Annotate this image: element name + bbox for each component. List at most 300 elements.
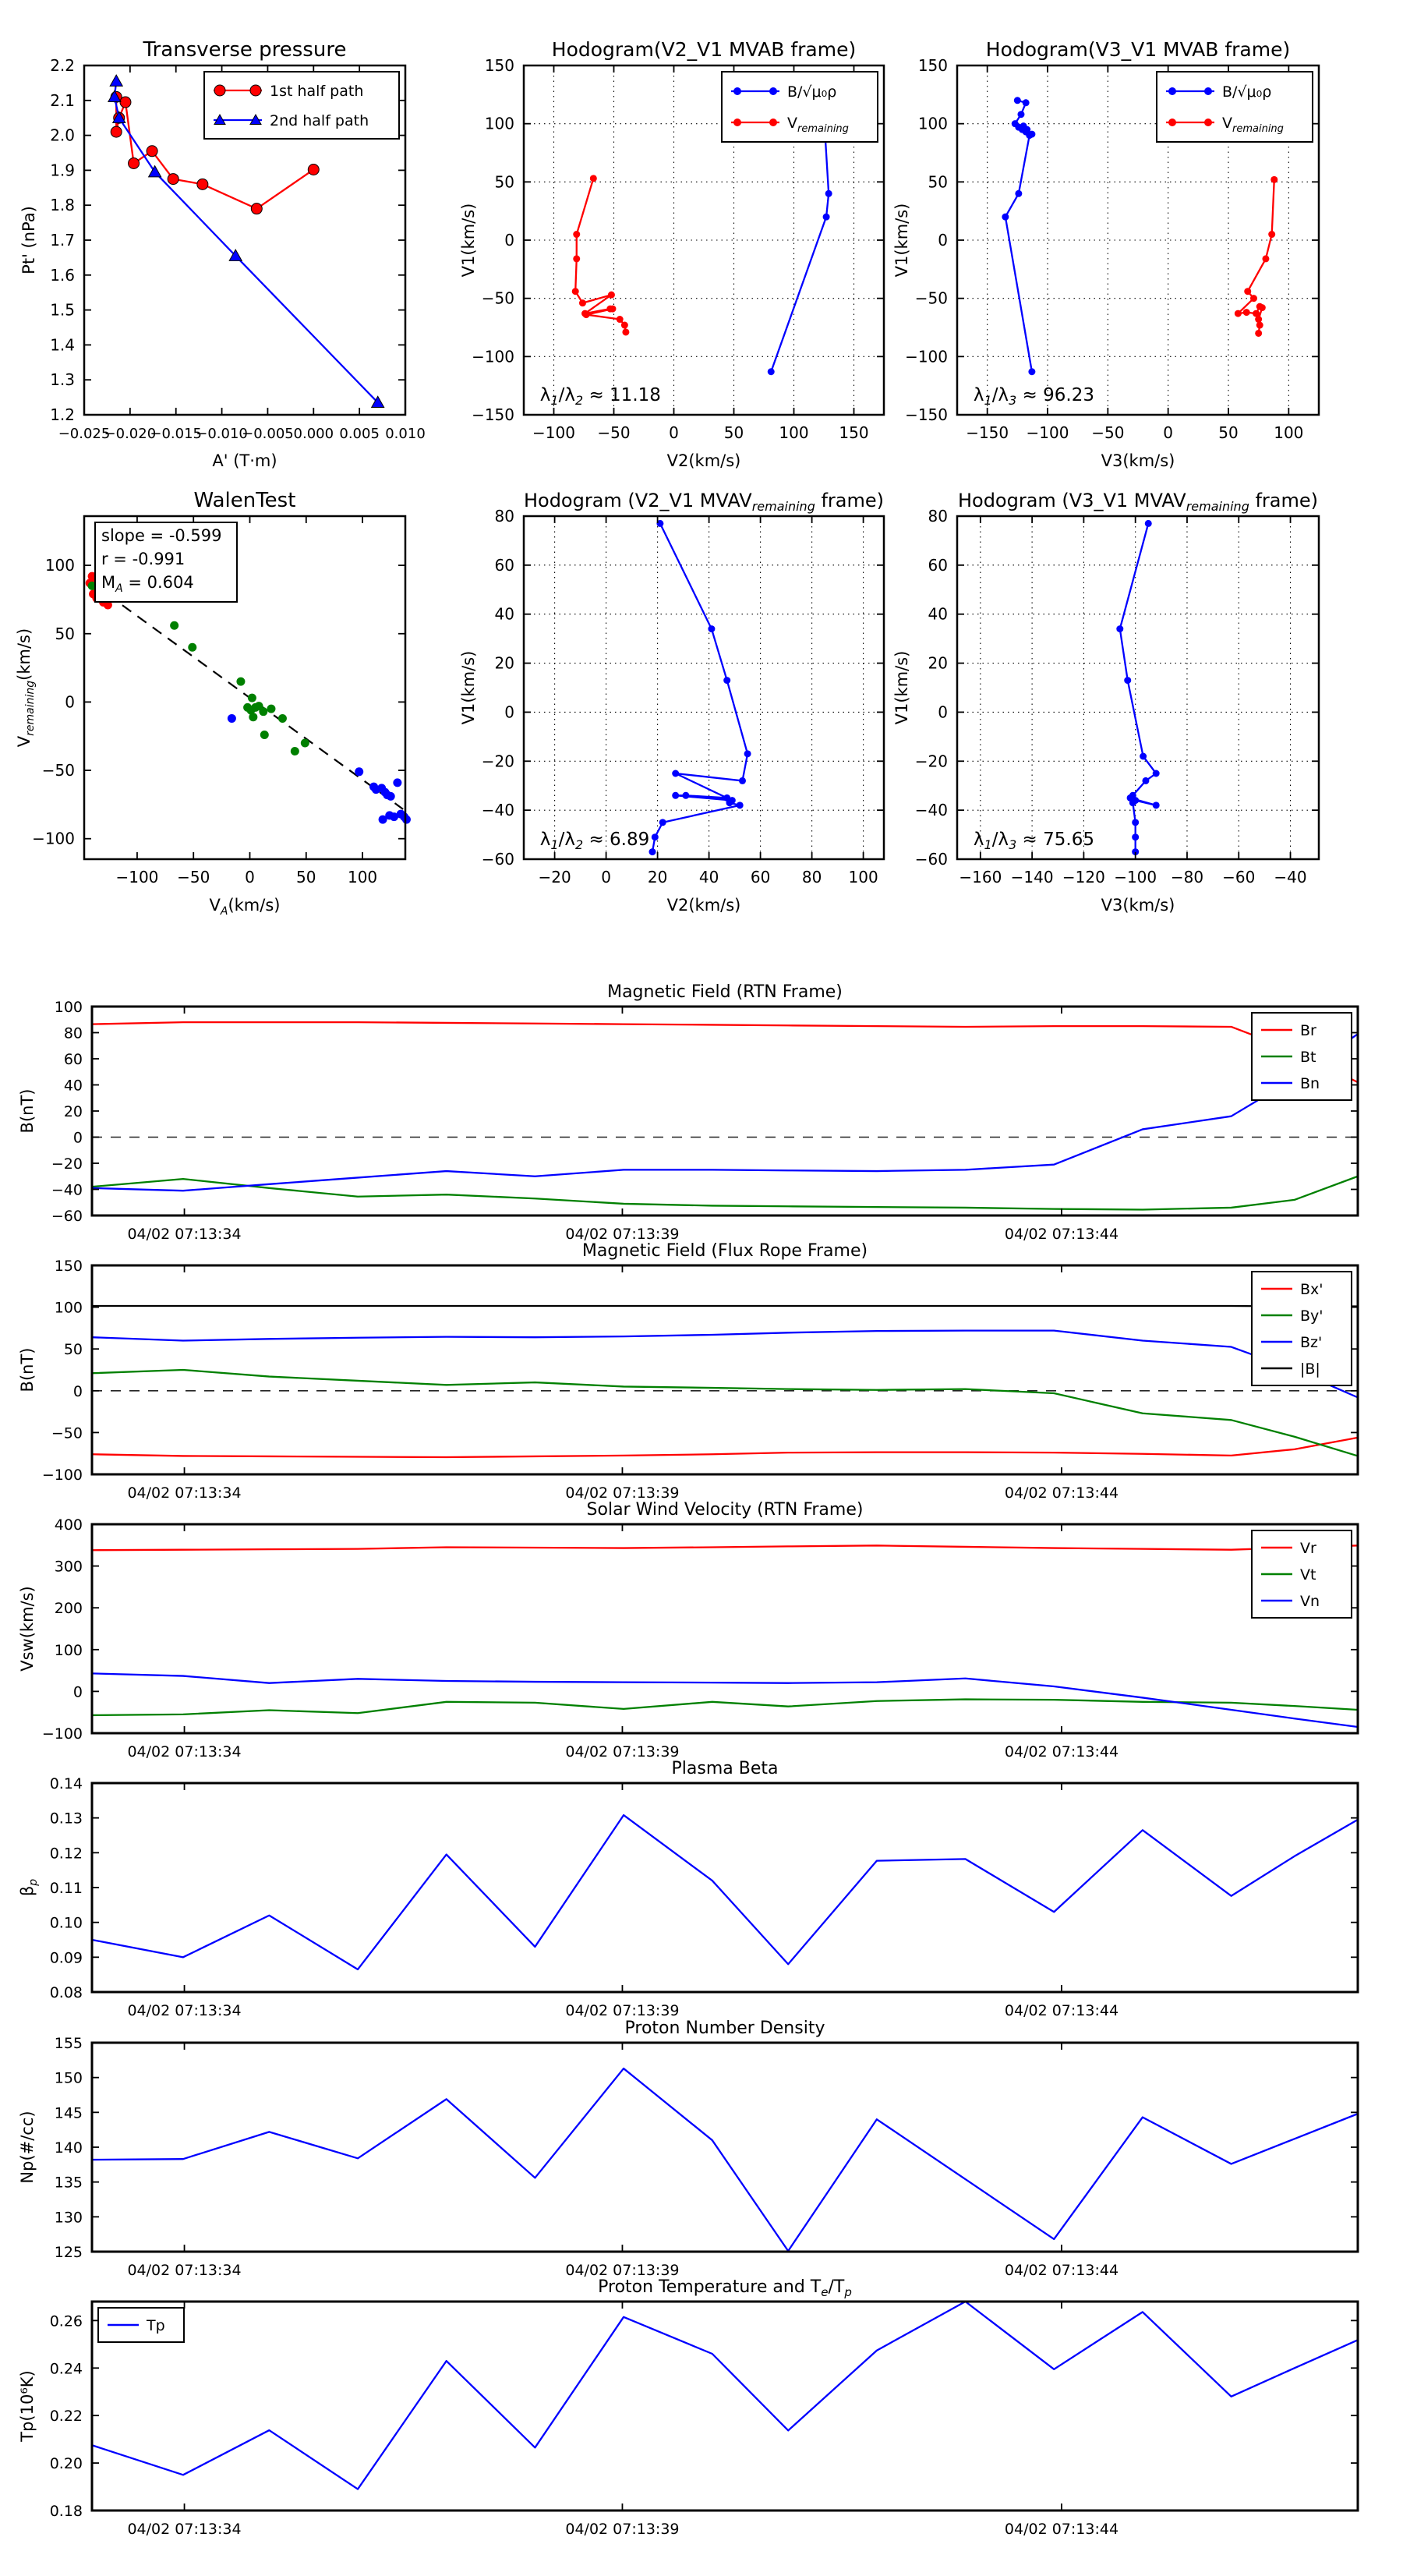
legend-label: Bz' xyxy=(1300,1334,1323,1351)
y-tick-label: −20 xyxy=(481,752,514,771)
marker-dot xyxy=(1268,231,1275,238)
marker-circle xyxy=(129,157,140,168)
legend-label: Bt xyxy=(1300,1049,1316,1066)
y-tick-label: 1.2 xyxy=(50,405,75,424)
marker-dot xyxy=(1153,801,1160,809)
scatter-point-middle xyxy=(259,707,267,716)
x-tick-label: 04/02 07:13:34 xyxy=(127,1226,242,1243)
marker-dot xyxy=(825,190,832,197)
y-tick-label: 40 xyxy=(63,1077,83,1095)
y-tick-label: −50 xyxy=(51,1424,83,1442)
y-tick-label: −100 xyxy=(905,347,948,366)
y-tick-label: 0.14 xyxy=(49,1775,83,1792)
x-tick-label: −0.005 xyxy=(242,426,294,442)
marker-dot xyxy=(733,119,741,126)
y-tick-label: 100 xyxy=(54,1641,83,1659)
marker-dot xyxy=(573,231,580,238)
y-tick-label: 0 xyxy=(938,702,948,722)
x-tick-label: 100 xyxy=(848,868,878,886)
marker-dot xyxy=(590,175,597,182)
y-axis-label: $\beta_p$ xyxy=(18,1878,40,1897)
legend-label: Br xyxy=(1300,1022,1316,1039)
stats-line: r = -0.991 xyxy=(101,550,186,568)
y-tick-label: 0 xyxy=(72,1129,83,1147)
x-tick-label: 04/02 07:13:39 xyxy=(565,1743,680,1760)
x-tick-label: 100 xyxy=(779,423,809,442)
plot-frame xyxy=(957,516,1319,859)
x-axis-label: $V_A(km/s)$ xyxy=(209,896,281,918)
x-tick-label: 04/02 07:13:34 xyxy=(127,1484,242,1502)
y-tick-label: 0.11 xyxy=(49,1880,83,1897)
scatter-point-middle xyxy=(301,738,309,747)
y-tick-label: 100 xyxy=(484,114,514,133)
x-tick-label: 50 xyxy=(296,868,316,886)
x-tick-label: 50 xyxy=(1218,423,1239,442)
x-tick-label: 40 xyxy=(698,868,719,886)
series-line-Vn xyxy=(92,1673,1358,1727)
marker-dot xyxy=(622,328,629,335)
plot-tp xyxy=(18,2277,1358,2538)
scatter-point-middle xyxy=(260,731,269,739)
marker-triangle xyxy=(149,166,161,177)
x-tick-label: −100 xyxy=(532,423,575,442)
x-tick-label: −0.025 xyxy=(58,426,111,442)
marker-dot xyxy=(659,819,666,826)
legend-label: $V_{remaining}$ xyxy=(787,115,849,135)
y-tick-label: 1.3 xyxy=(50,370,75,390)
x-tick-label: 04/02 07:13:39 xyxy=(565,2002,680,2019)
marker-dot xyxy=(583,311,590,318)
y-axis-label: V1(km/s) xyxy=(459,650,478,725)
y-tick-label: 0 xyxy=(504,231,514,249)
marker-dot xyxy=(1002,214,1009,221)
x-tick-label: −0.010 xyxy=(196,426,248,442)
y-tick-label: 300 xyxy=(54,1558,83,1576)
y-tick-label: −40 xyxy=(481,801,514,820)
plot-title: Magnetic Field (RTN Frame) xyxy=(607,982,843,1002)
marker-dot xyxy=(617,316,624,323)
plot-mag_rtn xyxy=(18,982,1358,1243)
marker-dot xyxy=(672,770,679,777)
y-tick-label: 50 xyxy=(928,172,948,192)
marker-dot xyxy=(609,306,616,313)
y-tick-label: 0.24 xyxy=(49,2360,83,2378)
plot-title: Hodogram (V2_V1 $MVAV_{remaining}$ frame) xyxy=(523,490,885,514)
x-tick-label: 100 xyxy=(347,868,378,886)
legend-label: Bn xyxy=(1300,1075,1320,1092)
x-tick-label: 0.005 xyxy=(339,426,380,442)
legend-label: Vr xyxy=(1300,1540,1316,1557)
plot-frame xyxy=(92,1265,1358,1474)
y-tick-label: 145 xyxy=(54,2104,83,2122)
y-tick-label: −50 xyxy=(481,288,514,308)
plot-flux_rope xyxy=(18,1241,1358,1502)
y-tick-label: 40 xyxy=(928,604,948,624)
x-tick-label: 0 xyxy=(669,423,679,442)
y-axis-label: Np(#/cc) xyxy=(18,2111,37,2184)
plot-title: Transverse pressure xyxy=(143,38,347,62)
marker-dot xyxy=(769,87,777,95)
y-tick-label: 0.12 xyxy=(49,1845,83,1863)
y-tick-label: −50 xyxy=(914,288,948,308)
scatter-point-middle xyxy=(188,643,196,652)
series-line-Bt xyxy=(92,1177,1358,1210)
y-tick-label: 1.8 xyxy=(50,196,75,215)
x-tick-label: −100 xyxy=(1026,423,1069,442)
x-axis-label: V3(km/s) xyxy=(1101,451,1175,470)
y-axis-label: Vsw(km/s) xyxy=(18,1586,37,1672)
marker-dot xyxy=(572,288,579,295)
plot-frame xyxy=(92,1007,1358,1215)
y-tick-label: −150 xyxy=(905,405,948,424)
series-line-Bx' xyxy=(92,1438,1358,1457)
x-tick-label: 04/02 07:13:39 xyxy=(565,1484,680,1502)
marker-dot xyxy=(1028,368,1035,375)
y-tick-label: −150 xyxy=(472,405,514,424)
marker-dot xyxy=(1017,111,1024,118)
marker-dot xyxy=(649,848,656,855)
plot-hodo_v3_mvav xyxy=(892,490,1319,915)
x-tick-label: 04/02 07:13:44 xyxy=(1004,2002,1119,2019)
marker-dot xyxy=(823,214,830,221)
y-tick-label: 125 xyxy=(54,2244,83,2261)
y-tick-label: 1.5 xyxy=(50,300,75,320)
y-tick-label: 2.0 xyxy=(50,126,75,145)
y-tick-label: 1.4 xyxy=(50,335,75,355)
scatter-point-middle xyxy=(249,713,257,721)
x-tick-label: −40 xyxy=(1274,868,1307,886)
x-tick-label: −50 xyxy=(1091,423,1125,442)
plot-hodo_v2_mvav xyxy=(459,490,884,915)
marker-dot xyxy=(769,119,777,126)
marker-dot xyxy=(1145,520,1152,527)
x-axis-label: A' (T·m) xyxy=(212,451,277,470)
plot-frame xyxy=(92,2043,1358,2252)
marker-dot xyxy=(1250,295,1257,302)
x-tick-label: −140 xyxy=(1010,868,1054,886)
y-tick-label: −60 xyxy=(914,850,948,869)
scatter-point-second-half xyxy=(355,767,363,776)
y-axis-label: V1(km/s) xyxy=(892,203,911,278)
series-line-Vr xyxy=(92,1545,1358,1550)
y-axis-label: $V_{remaining}(km/s)$ xyxy=(15,628,37,748)
scatter-point-middle xyxy=(291,747,299,755)
x-tick-label: −0.020 xyxy=(104,426,157,442)
series-line-By' xyxy=(92,1370,1358,1456)
annotation-text: $\lambda_1/\lambda_2 \approx 11.18$ xyxy=(539,385,661,408)
y-tick-label: 400 xyxy=(54,1516,83,1534)
plot-title: Solar Wind Velocity (RTN Frame) xyxy=(586,1500,864,1520)
plot-hodo_v3_mvab xyxy=(892,38,1319,470)
plot-beta xyxy=(18,1759,1358,2019)
y-tick-label: 20 xyxy=(494,653,514,673)
y-tick-label: 60 xyxy=(494,555,514,575)
series-line-|B| xyxy=(92,1306,1358,1307)
y-tick-label: 50 xyxy=(494,172,514,192)
y-axis-label: V1(km/s) xyxy=(459,203,478,278)
x-tick-label: 0.000 xyxy=(293,426,334,442)
marker-dot xyxy=(1204,87,1212,95)
x-tick-label: 04/02 07:13:39 xyxy=(565,2521,680,2538)
y-tick-label: −20 xyxy=(914,752,948,771)
y-tick-label: −40 xyxy=(51,1181,83,1199)
marker-dot xyxy=(1019,126,1026,133)
x-tick-label: 80 xyxy=(801,868,822,886)
y-tick-label: 150 xyxy=(54,1258,83,1275)
y-tick-label: 80 xyxy=(63,1024,83,1042)
y-tick-label: 60 xyxy=(928,555,948,575)
marker-triangle xyxy=(110,75,122,86)
x-tick-label: 04/02 07:13:34 xyxy=(127,2002,242,2019)
marker-circle xyxy=(197,179,208,189)
plot-np xyxy=(18,2019,1358,2279)
y-tick-label: 20 xyxy=(63,1103,83,1120)
y-tick-label: 0 xyxy=(504,702,514,722)
marker-dot xyxy=(1235,310,1242,317)
x-axis-label: V3(km/s) xyxy=(1101,896,1175,915)
legend-label: Vn xyxy=(1300,1593,1320,1610)
y-axis-label: B(nT) xyxy=(18,1347,37,1392)
annotation-text: $\lambda_1/\lambda_3 \approx 75.65$ xyxy=(973,830,1095,852)
x-tick-label: 0 xyxy=(1163,423,1174,442)
legend-label: 2nd half path xyxy=(270,112,369,129)
marker-circle xyxy=(111,126,122,137)
y-tick-label: 155 xyxy=(54,2035,83,2052)
scatter-point-second-half xyxy=(387,792,395,801)
plot-title: Proton Number Density xyxy=(624,2019,825,2038)
y-tick-label: 150 xyxy=(917,56,948,75)
legend-label: Vt xyxy=(1300,1566,1316,1583)
marker-dot xyxy=(1168,87,1176,95)
x-tick-label: 04/02 07:13:39 xyxy=(565,2262,680,2279)
marker-dot xyxy=(1168,119,1176,126)
x-tick-label: −120 xyxy=(1062,868,1105,886)
scatter-point-middle xyxy=(248,694,256,702)
marker-dot xyxy=(1026,132,1033,139)
marker-dot xyxy=(1014,97,1021,104)
scatter-point-second-half xyxy=(228,714,236,723)
x-tick-label: 04/02 07:13:44 xyxy=(1004,2521,1119,2538)
x-tick-label: 150 xyxy=(839,423,869,442)
marker-dot xyxy=(723,677,730,684)
marker-dot xyxy=(1204,119,1212,126)
x-axis-label: V2(km/s) xyxy=(666,896,741,915)
x-tick-label: −60 xyxy=(1222,868,1256,886)
x-tick-label: −100 xyxy=(1114,868,1157,886)
marker-dot xyxy=(573,255,580,262)
x-tick-label: 0 xyxy=(245,868,255,886)
series-line-Tp xyxy=(92,2302,1358,2489)
x-tick-label: −150 xyxy=(966,423,1009,442)
plot-title: Hodogram (V3_V1 $MVAV_{remaining}$ frame) xyxy=(957,490,1319,514)
y-tick-label: −50 xyxy=(41,761,75,780)
y-tick-label: 2.1 xyxy=(50,90,75,110)
marker-dot xyxy=(1256,322,1263,329)
marker-dot xyxy=(1243,309,1250,316)
y-axis-label: Tp(10⁶K) xyxy=(18,2370,37,2442)
y-axis-label: Pt' (nPa) xyxy=(19,206,38,274)
marker-circle xyxy=(251,203,262,214)
x-tick-label: −50 xyxy=(597,423,631,442)
y-tick-label: −100 xyxy=(32,829,75,848)
plot-vsw xyxy=(18,1500,1358,1760)
y-tick-label: 2.2 xyxy=(50,56,75,75)
y-tick-label: 0.22 xyxy=(49,2408,83,2426)
y-tick-label: 150 xyxy=(54,2069,83,2087)
y-tick-label: 0 xyxy=(72,1382,83,1400)
annotation-text: $\lambda_1/\lambda_3 \approx 96.23$ xyxy=(973,385,1095,408)
marker-dot xyxy=(726,799,733,806)
marker-dot xyxy=(1129,799,1136,806)
y-tick-label: 1.9 xyxy=(50,161,75,180)
marker-dot xyxy=(1244,288,1251,295)
marker-dot xyxy=(1270,176,1278,183)
scatter-point-middle xyxy=(236,678,245,686)
x-tick-label: 0.010 xyxy=(385,426,426,442)
plot-frame xyxy=(524,516,884,859)
marker-dot xyxy=(1132,819,1139,826)
y-tick-label: 1.6 xyxy=(50,265,75,285)
series-line-Br xyxy=(92,1022,1358,1082)
legend-label: Tp xyxy=(147,2317,165,2334)
scatter-point-middle xyxy=(278,714,287,723)
fit-line xyxy=(92,583,403,809)
y-tick-label: 100 xyxy=(54,1299,83,1317)
y-tick-label: 0.10 xyxy=(49,1914,83,1932)
stats-line: $M_A = 0.604$ xyxy=(101,573,194,595)
x-tick-label: 04/02 07:13:44 xyxy=(1004,1226,1119,1243)
y-tick-label: 100 xyxy=(54,999,83,1016)
y-tick-label: −100 xyxy=(41,1467,83,1484)
marker-dot xyxy=(737,801,744,809)
annotation-text: $\lambda_1/\lambda_2 \approx 6.89$ xyxy=(539,830,650,852)
scatter-point-middle xyxy=(267,705,275,713)
x-tick-label: 60 xyxy=(750,868,771,886)
legend-label: |B| xyxy=(1300,1361,1320,1378)
y-axis-label: V1(km/s) xyxy=(892,650,911,725)
y-tick-label: 0.09 xyxy=(49,1949,83,1967)
y-tick-label: 140 xyxy=(54,2139,83,2157)
y-tick-label: 0.26 xyxy=(49,2312,83,2330)
marker-dot xyxy=(1116,625,1123,632)
marker-dot xyxy=(1142,777,1149,784)
y-tick-label: −20 xyxy=(51,1155,83,1173)
marker-dot xyxy=(1153,770,1160,777)
x-tick-label: 04/02 07:13:39 xyxy=(565,1226,680,1243)
marker-circle xyxy=(120,97,131,108)
marker-dot xyxy=(579,299,586,306)
series-line-B/sqrt(mu0 rho) xyxy=(1005,101,1032,372)
plot-title: Magnetic Field (Flux Rope Frame) xyxy=(581,1241,868,1261)
x-tick-label: −20 xyxy=(538,868,571,886)
y-tick-label: 0.20 xyxy=(49,2455,83,2473)
series-line-V remaining xyxy=(575,179,626,332)
marker-dot xyxy=(1140,753,1147,760)
marker-dot xyxy=(652,833,659,840)
marker-dot xyxy=(1124,677,1131,684)
marker-dot xyxy=(708,625,715,632)
x-tick-label: 0 xyxy=(601,868,611,886)
x-tick-label: 100 xyxy=(1274,423,1304,442)
marker-dot xyxy=(621,322,628,329)
marker-dot xyxy=(608,292,615,299)
y-tick-label: 135 xyxy=(54,2174,83,2192)
x-tick-label: −0.015 xyxy=(150,426,203,442)
y-tick-label: −40 xyxy=(914,801,948,820)
x-tick-label: −50 xyxy=(177,868,210,886)
y-tick-label: 50 xyxy=(55,624,75,643)
plot-title: WalenTest xyxy=(193,489,296,512)
marker-dot xyxy=(768,368,775,375)
y-tick-label: −60 xyxy=(51,1208,83,1225)
marker-dot xyxy=(733,87,741,95)
x-tick-label: 04/02 07:13:34 xyxy=(127,2262,242,2279)
y-tick-label: 130 xyxy=(54,2209,83,2227)
marker-dot xyxy=(1132,833,1139,840)
y-tick-label: 50 xyxy=(63,1341,83,1359)
series-line-Bn xyxy=(92,1034,1358,1191)
x-tick-label: 04/02 07:13:34 xyxy=(127,2521,242,2538)
y-tick-label: 1.7 xyxy=(50,231,75,249)
scatter-point-middle xyxy=(170,621,178,630)
y-tick-label: 20 xyxy=(928,653,948,673)
y-tick-label: 80 xyxy=(928,507,948,525)
y-tick-label: 0 xyxy=(65,692,75,712)
plot-frame xyxy=(92,2302,1358,2511)
plot-title: Proton Temperature and $T_e/T_p$ xyxy=(598,2277,852,2299)
marker-dot xyxy=(739,777,746,784)
plot-frame xyxy=(92,1783,1358,1992)
y-tick-label: −60 xyxy=(481,850,514,869)
legend-label: Bx' xyxy=(1300,1281,1323,1298)
y-tick-label: 0.08 xyxy=(49,1984,83,2001)
marker-circle xyxy=(214,85,225,96)
y-tick-label: 40 xyxy=(494,604,514,624)
legend-label: B/√μ₀ρ xyxy=(1222,83,1272,101)
x-tick-label: −160 xyxy=(959,868,1002,886)
marker-dot xyxy=(1259,304,1266,311)
marker-dot xyxy=(1255,316,1262,323)
y-tick-label: 80 xyxy=(494,507,514,525)
series-line-beta_p xyxy=(92,1815,1358,1969)
y-axis-label: B(nT) xyxy=(18,1088,37,1134)
marker-dot xyxy=(1023,99,1030,106)
marker-circle xyxy=(147,146,157,157)
y-tick-label: −100 xyxy=(41,1725,83,1743)
plot-walen xyxy=(15,489,411,918)
marker-dot xyxy=(1262,255,1269,262)
plot-title: Hodogram(V2_V1 MVAB frame) xyxy=(551,38,857,61)
marker-dot xyxy=(672,792,679,799)
plot-hodo_v2_mvab xyxy=(459,38,884,470)
y-tick-label: 0 xyxy=(72,1683,83,1701)
plot-transverse xyxy=(19,38,426,470)
x-tick-label: 20 xyxy=(647,868,668,886)
x-tick-label: 04/02 07:13:44 xyxy=(1004,2262,1119,2279)
x-tick-label: −80 xyxy=(1170,868,1204,886)
legend-label: $V_{remaining}$ xyxy=(1222,115,1284,135)
plot-title: Plasma Beta xyxy=(671,1759,779,1778)
y-tick-label: 0 xyxy=(938,231,948,249)
scatter-point-second-half xyxy=(402,816,411,824)
marker-circle xyxy=(168,174,178,185)
y-tick-label: 100 xyxy=(917,114,948,133)
x-tick-label: −100 xyxy=(115,868,159,886)
x-tick-label: 04/02 07:13:44 xyxy=(1004,1484,1119,1502)
legend-label: B/√μ₀ρ xyxy=(787,83,837,101)
y-tick-label: −100 xyxy=(472,347,514,366)
marker-dot xyxy=(744,750,751,757)
